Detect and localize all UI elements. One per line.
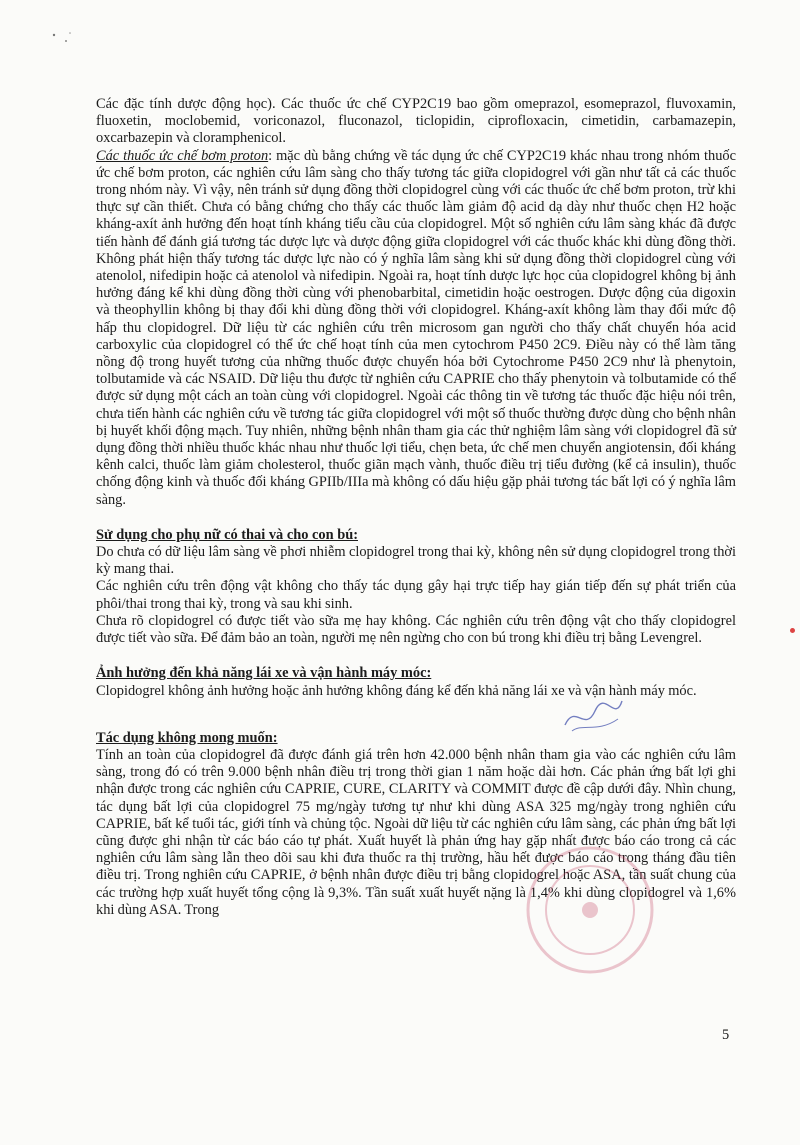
signature-mark [560,693,630,743]
stamp-seal [520,840,660,980]
heading-pregnancy: Sử dụng cho phụ nữ có thai và cho con bú: [96,526,358,543]
heading-driving: Ảnh hưởng đến khả năng lái xe và vận hành máy móc: [96,665,432,682]
page-number: 5 [722,1027,730,1043]
driving-paragraph: Clopidogrel không ảnh hưởng hoặc ảnh hưởng không đáng kể đến khả năng lái xe và vận hành máy móc. [96,682,697,699]
ppi-body: : mặc dù bằng chứng về tác dụng ức chế CYP2C19 khác nhau trong nhóm thuốc ức chế bơm proton, các nghiên cứu lâm sàng cho thấy tương tác giữa clopidogrel với gần như tất cả các thuốc trong nhóm này. Vì vậy, nên tránh sử dụng đồng thời clopidogrel cùng với các thuốc ức chế bơm proton, trừ khi thực sự cần thiết. Chưa có bằng chứng cho thấy các thuốc làm giảm độ acid dạ dày như thuốc chẹn H2 hoặc kháng-axít ảnh hưởng đến hoạt tính kháng tiểu cầu của clopidogrel. Một số nghiên cứu lâm sàng khác đã được tiến hành để đánh giá tương tác dược lực và dược động giữa clopidogrel với các thuốc khác khi dùng đồng thời. Không phát hiện thấy tương tác dược lực nào có ý nghĩa lâm sàng khi sử dụng đồng thời clopidogrel cùng với atenolol, nifedipin hoặc cả atenolol và nifedipin. Ngoài ra, hoạt tính dược lực học của clopidogrel không bị ảnh hưởng đáng kể khi dùng đồng thời cùng với phenobarbital, cimetidin hoặc oestrogen. Dược động của digoxin và theophyllin không bị thay đổi khi dùng đồng thời với clopidogrel. Kháng-axít không làm thay đổi mức độ hấp thu clopidogrel. Dữ liệu từ các nghiên cứu trên microsom gan người cho thấy chất chuyển hóa acid carboxylic của clopidogrel có thể ức chế hoạt tính của men cytochrom P450 2C9. Điều này có thể làm tăng nồng độ trong huyết tương của những thuốc được chuyển hóa bởi Cytochrome P450 2C9 như là phenytoin, tolbutamide và các NSAID. Dữ liệu thu được từ nghiên cứu CAPRIE cho thấy phenytoin và tolbutamide có thể được sử dụng một cách an toàn cùng với clopidogrel. Ngoài các thông tin về tương tác thuốc đặc hiệu nói trên, chưa tiến hành các nghiên cứu về tương tác giữa clopidogrel với một số thuốc thường được dùng cho bệnh nhân bị huyết khối động mạch. Tuy nhiên, những bệnh nhân tham gia các thử nghiệm lâm sàng với clopidogrel đã sử dụng đồng thời nhiều thuốc khác nhau như thuốc lợi tiểu, chẹn beta, ức chế men chuyển angiotensin, đối kháng kênh calci, thuốc làm giảm cholesterol, thuốc giãn mạch vành, thuốc điều trị tiểu đường (kể cả insulin), thuốc chống động kinh và thuốc đối kháng GPIIb/IIIa mà không có dấu hiệu gặp phải tương tác bất lợi có ý nghĩa lâm sàng. [96,147,736,508]
paragraph-cyp2c19-inhibitors: Các đặc tính dược động học). Các thuốc ức chế CYP2C19 bao gồm omeprazol, esomeprazol, fluvoxamin, fluoxetin, moclobemid, voriconazol, fluconazol, ticlopidin, ciprofloxacin, cimetidin, carbamazepin, oxcarbazepin và cloramphenicol. [96,96,736,147]
document-page [96,96,736,919]
ppi-lead: Các thuốc ức chế bơm proton [96,147,269,164]
paragraph-ppi [96,148,736,509]
scan-specks [0,0,120,60]
pregnancy-paragraph-3: Chưa rõ clopidogrel có được tiết vào sữa mẹ hay không. Các nghiên cứu trên động vật cho thấy clopidogrel được tiết vào sữa. Để đảm bảo an toàn, người mẹ nên ngừng cho con bú trong khi điều trị bằng Levengrel. [96,612,736,647]
adverse-effects-paragraph: Tính an toàn của clopidogrel đã được đánh giá trên hơn 42.000 bệnh nhân tham gia vào các nghiên cứu lâm sàng, trong đó có trên 9.000 bệnh nhân điều trị trong thời gian 1 năm hoặc dài hơn. Các phản ứng bất lợi ghi nhận được trong các nghiên cứu CAPRIE, CURE, CLARITY và COMMIT được đề cập dưới đây. Nhìn chung, tác dụng bất lợi của clopidogrel 75 mg/ngày tương tự như khi dùng ASA 325 mg/ngày trong nghiên cứu CAPRIE, bất kể tuổi tác, giới tính và chủng tộc. Ngoài dữ liệu từ các nghiên cứu lâm sàng, các phản ứng bất lợi cũng được ghi nhận từ các báo cáo tự phát. Xuất huyết là phản ứng hay gặp nhất được báo cáo trong cả các nghiên cứu lâm sàng lẫn theo dõi sau khi đưa thuốc ra thị trường, hầu hết được báo cáo trong tháng đầu tiên điều trị. Trong nghiên cứu CAPRIE, ở bệnh nhân được điều trị bằng clopidogrel hoặc ASA, tần suất chung của các trường hợp xuất huyết tổng cộng là 9,3%. Tần suất xuất huyết nặng là 1,4% khi dùng clopidogrel và 1,6% khi dùng ASA. Trong [96,746,736,918]
pregnancy-paragraph-2: Các nghiên cứu trên động vật không cho thấy tác dụng gây hại trực tiếp hay gián tiếp đến sự phát triển của phôi/thai trong thai kỳ, trong và sau khi sinh. [96,578,736,612]
red-ink-dot [790,628,795,633]
heading-adverse-effects: Tác dụng không mong muốn: [96,729,278,746]
pregnancy-paragraph-1: Do chưa có dữ liệu lâm sàng về phơi nhiễm clopidogrel trong thai kỳ, không nên sử dụng clopidogrel trong thời kỳ mang thai. [96,544,736,578]
